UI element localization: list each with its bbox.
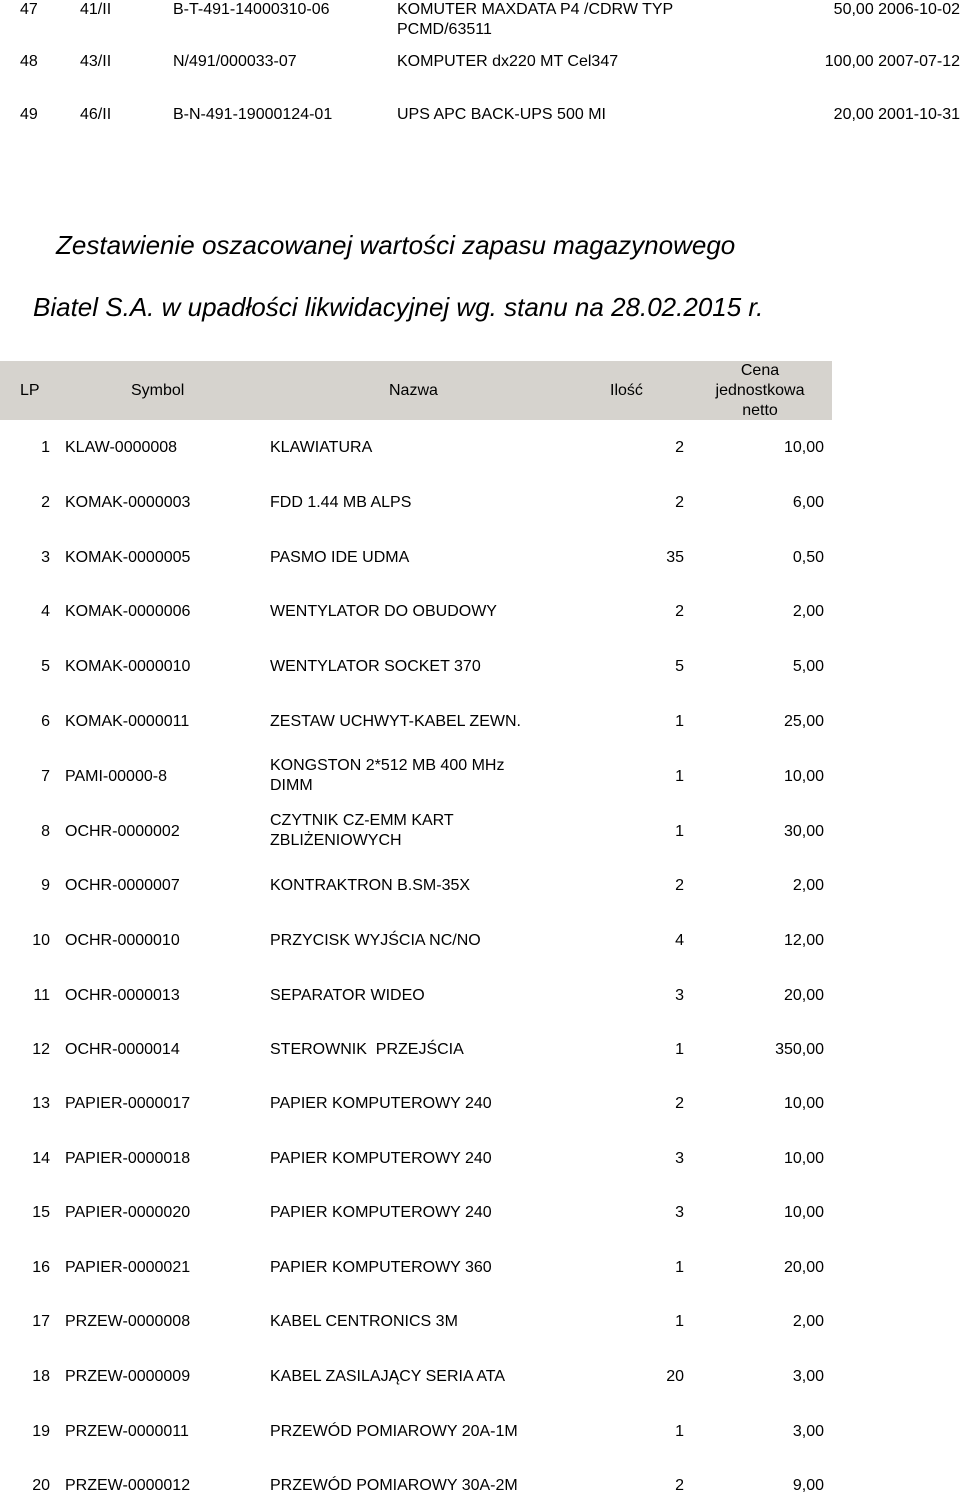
cell-symbol: PAPIER-0000017 bbox=[65, 1095, 191, 1112]
table-row bbox=[0, 530, 832, 585]
cell-symbol: PRZEW-0000011 bbox=[65, 1423, 189, 1440]
item-value-date: 50,00 2006-10-02 bbox=[833, 1, 960, 18]
cell-nazwa: PAPIER KOMPUTEROWY 240 bbox=[270, 1150, 492, 1167]
item-value-date: 20,00 2001-10-31 bbox=[833, 106, 960, 123]
cell-ilosc: 3 bbox=[675, 1150, 684, 1167]
table-row bbox=[0, 750, 832, 805]
table-row bbox=[0, 695, 832, 750]
cell-ilosc: 2 bbox=[675, 439, 684, 456]
cell-lp: 9 bbox=[41, 877, 50, 894]
cell-cena: 5,00 bbox=[792, 658, 824, 675]
item-code: B-N-491-19000124-01 bbox=[173, 106, 333, 123]
cell-lp: 8 bbox=[41, 823, 50, 840]
cell-nazwa: CZYTNIK CZ-EMM KART ZBLIŻENIOWYCH bbox=[270, 812, 454, 849]
cell-symbol: OCHR-0000013 bbox=[65, 987, 180, 1004]
cell-cena: 12,00 bbox=[783, 932, 824, 949]
table-row bbox=[0, 1190, 832, 1245]
cell-ilosc: 2 bbox=[675, 1477, 684, 1494]
row-number: 49 bbox=[20, 106, 38, 123]
cell-cena: 6,00 bbox=[792, 494, 824, 511]
table-row bbox=[0, 585, 832, 640]
cell-lp: 14 bbox=[32, 1150, 50, 1167]
cell-cena: 10,00 bbox=[783, 1150, 824, 1167]
cell-symbol: PAPIER-0000021 bbox=[65, 1259, 191, 1276]
cell-symbol: KLAW-0000008 bbox=[65, 439, 178, 456]
cell-symbol: OCHR-0000007 bbox=[65, 877, 180, 894]
cell-symbol: PRZEW-0000012 bbox=[65, 1477, 191, 1494]
item-name: KOMPUTER dx220 MT Cel347 bbox=[397, 53, 619, 70]
cell-lp: 4 bbox=[41, 603, 50, 620]
table-row bbox=[0, 1135, 832, 1190]
cell-nazwa: PASMO IDE UDMA bbox=[270, 549, 410, 566]
inventory-number: 43/II bbox=[80, 53, 112, 70]
cell-cena: 30,00 bbox=[783, 823, 824, 840]
cell-cena: 350,00 bbox=[775, 1041, 824, 1058]
table-row bbox=[0, 915, 832, 970]
cell-symbol: OCHR-0000002 bbox=[65, 823, 180, 840]
cell-ilosc: 1 bbox=[675, 1041, 684, 1058]
cell-nazwa: SEPARATOR WIDEO bbox=[270, 987, 425, 1004]
table-row bbox=[0, 1355, 832, 1410]
table-row bbox=[0, 1465, 832, 1498]
table-row bbox=[0, 640, 832, 695]
cell-cena: 10,00 bbox=[783, 1204, 824, 1221]
cell-nazwa: PAPIER KOMPUTEROWY 240 bbox=[270, 1204, 492, 1221]
table-row bbox=[0, 860, 832, 915]
cell-lp: 16 bbox=[32, 1259, 50, 1276]
cell-cena: 10,00 bbox=[783, 1095, 824, 1112]
document-subtitle: Biatel S.A. w upadłości likwidacyjnej wg. stanu na 28.02.2015 r. bbox=[33, 292, 764, 322]
header-nazwa: Nazwa bbox=[389, 382, 438, 399]
cell-nazwa: WENTYLATOR SOCKET 370 bbox=[270, 658, 481, 675]
cell-ilosc: 3 bbox=[675, 1204, 684, 1221]
cell-nazwa: KABEL ZASILAJĄCY SERIA ATA bbox=[270, 1368, 506, 1385]
cell-nazwa: PRZYCISK WYJŚCIA NC/NO bbox=[270, 932, 481, 949]
cell-lp: 18 bbox=[32, 1368, 50, 1385]
cell-symbol: OCHR-0000010 bbox=[65, 932, 180, 949]
table-row bbox=[0, 1245, 832, 1300]
cell-nazwa: KONGSTON 2*512 MB 400 MHz DIMM bbox=[270, 757, 505, 794]
cell-cena: 10,00 bbox=[783, 768, 824, 785]
cell-lp: 17 bbox=[32, 1313, 50, 1330]
cell-lp: 7 bbox=[41, 768, 50, 785]
inventory-number: 46/II bbox=[80, 106, 112, 123]
item-name: KOMUTER MAXDATA P4 /CDRW TYP PCMD/63511 bbox=[397, 1, 673, 38]
cell-lp: 12 bbox=[32, 1041, 50, 1058]
cell-ilosc: 1 bbox=[675, 1313, 684, 1330]
cell-symbol: KOMAK-0000011 bbox=[65, 713, 190, 730]
cell-lp: 20 bbox=[32, 1477, 50, 1494]
cell-lp: 15 bbox=[32, 1204, 50, 1221]
table-row bbox=[0, 1410, 832, 1465]
table-row bbox=[0, 420, 832, 475]
item-name: UPS APC BACK-UPS 500 MI bbox=[397, 106, 606, 123]
cell-symbol: KOMAK-0000006 bbox=[65, 603, 191, 620]
cell-lp: 10 bbox=[32, 932, 50, 949]
cell-cena: 2,00 bbox=[792, 603, 824, 620]
table-row bbox=[0, 1025, 832, 1080]
cell-ilosc: 2 bbox=[675, 603, 684, 620]
table-row bbox=[0, 805, 832, 860]
cell-ilosc: 1 bbox=[675, 768, 684, 785]
cell-symbol: PRZEW-0000009 bbox=[65, 1368, 191, 1385]
cell-ilosc: 2 bbox=[675, 494, 684, 511]
cell-lp: 3 bbox=[41, 549, 50, 566]
cell-ilosc: 1 bbox=[675, 1259, 684, 1276]
cell-nazwa: WENTYLATOR DO OBUDOWY bbox=[270, 603, 497, 620]
cell-ilosc: 3 bbox=[675, 987, 684, 1004]
cell-nazwa: FDD 1.44 MB ALPS bbox=[270, 494, 412, 511]
cell-nazwa: ZESTAW UCHWYT-KABEL ZEWN. bbox=[270, 713, 521, 730]
header-lp: LP bbox=[20, 382, 40, 399]
cell-cena: 20,00 bbox=[783, 1259, 824, 1276]
cell-nazwa: KONTRAKTRON B.SM-35X bbox=[270, 877, 471, 894]
table-header bbox=[0, 361, 832, 420]
cell-cena: 3,00 bbox=[792, 1368, 824, 1385]
cell-ilosc: 20 bbox=[666, 1368, 684, 1385]
cell-cena: 2,00 bbox=[792, 877, 824, 894]
table-row bbox=[0, 970, 832, 1025]
cell-nazwa: PRZEWÓD POMIAROWY 30A-2M bbox=[270, 1477, 518, 1494]
header-symbol: Symbol bbox=[131, 382, 185, 399]
cell-ilosc: 1 bbox=[675, 713, 684, 730]
cell-lp: 11 bbox=[33, 987, 50, 1004]
cell-lp: 1 bbox=[41, 439, 50, 456]
item-value-date: 100,00 2007-07-12 bbox=[824, 53, 960, 70]
cell-cena: 0,50 bbox=[792, 549, 824, 566]
table-row bbox=[0, 475, 832, 530]
cell-cena: 9,00 bbox=[792, 1477, 824, 1494]
cell-cena: 2,00 bbox=[792, 1313, 824, 1330]
cell-cena: 3,00 bbox=[792, 1423, 824, 1440]
cell-ilosc: 1 bbox=[675, 823, 684, 840]
cell-ilosc: 4 bbox=[675, 932, 684, 949]
cell-lp: 13 bbox=[32, 1095, 50, 1112]
cell-symbol: PAPIER-0000020 bbox=[65, 1204, 191, 1221]
cell-ilosc: 2 bbox=[675, 877, 684, 894]
cell-symbol: KOMAK-0000010 bbox=[65, 658, 191, 675]
cell-symbol: PAPIER-0000018 bbox=[65, 1150, 191, 1167]
cell-nazwa: STEROWNIK PRZEJŚCIA bbox=[270, 1041, 464, 1058]
inventory-number: 41/II bbox=[80, 1, 112, 18]
table-row bbox=[0, 1080, 832, 1135]
cell-nazwa: KABEL CENTRONICS 3M bbox=[270, 1313, 458, 1330]
cell-cena: 20,00 bbox=[783, 987, 824, 1004]
cell-nazwa: PRZEWÓD POMIAROWY 20A-1M bbox=[270, 1423, 518, 1440]
cell-nazwa: PAPIER KOMPUTEROWY 240 bbox=[270, 1095, 492, 1112]
header-cena: Cena jednostkowa netto bbox=[715, 362, 805, 419]
table-row bbox=[0, 1300, 832, 1355]
row-number: 48 bbox=[20, 53, 38, 70]
item-code: B-T-491-14000310-06 bbox=[173, 1, 330, 18]
cell-symbol: PAMI-00000-8 bbox=[65, 768, 167, 785]
cell-symbol: OCHR-0000014 bbox=[65, 1041, 180, 1058]
document-title: Zestawienie oszacowanej wartości zapasu magazynowego bbox=[56, 230, 736, 260]
cell-symbol: KOMAK-0000005 bbox=[65, 549, 191, 566]
cell-ilosc: 35 bbox=[666, 549, 684, 566]
cell-lp: 6 bbox=[41, 713, 50, 730]
cell-lp: 2 bbox=[41, 494, 50, 511]
cell-nazwa: KLAWIATURA bbox=[270, 439, 373, 456]
cell-ilosc: 1 bbox=[675, 1423, 684, 1440]
cell-cena: 25,00 bbox=[783, 713, 824, 730]
cell-cena: 10,00 bbox=[783, 439, 824, 456]
row-number: 47 bbox=[20, 1, 38, 18]
cell-lp: 19 bbox=[32, 1423, 50, 1440]
cell-symbol: PRZEW-0000008 bbox=[65, 1313, 191, 1330]
cell-symbol: KOMAK-0000003 bbox=[65, 494, 191, 511]
item-code: N/491/000033-07 bbox=[173, 53, 297, 70]
header-ilosc: Ilość bbox=[610, 382, 643, 399]
cell-ilosc: 5 bbox=[675, 658, 684, 675]
cell-ilosc: 2 bbox=[675, 1095, 684, 1112]
cell-lp: 5 bbox=[41, 658, 50, 675]
cell-nazwa: PAPIER KOMPUTEROWY 360 bbox=[270, 1259, 492, 1276]
